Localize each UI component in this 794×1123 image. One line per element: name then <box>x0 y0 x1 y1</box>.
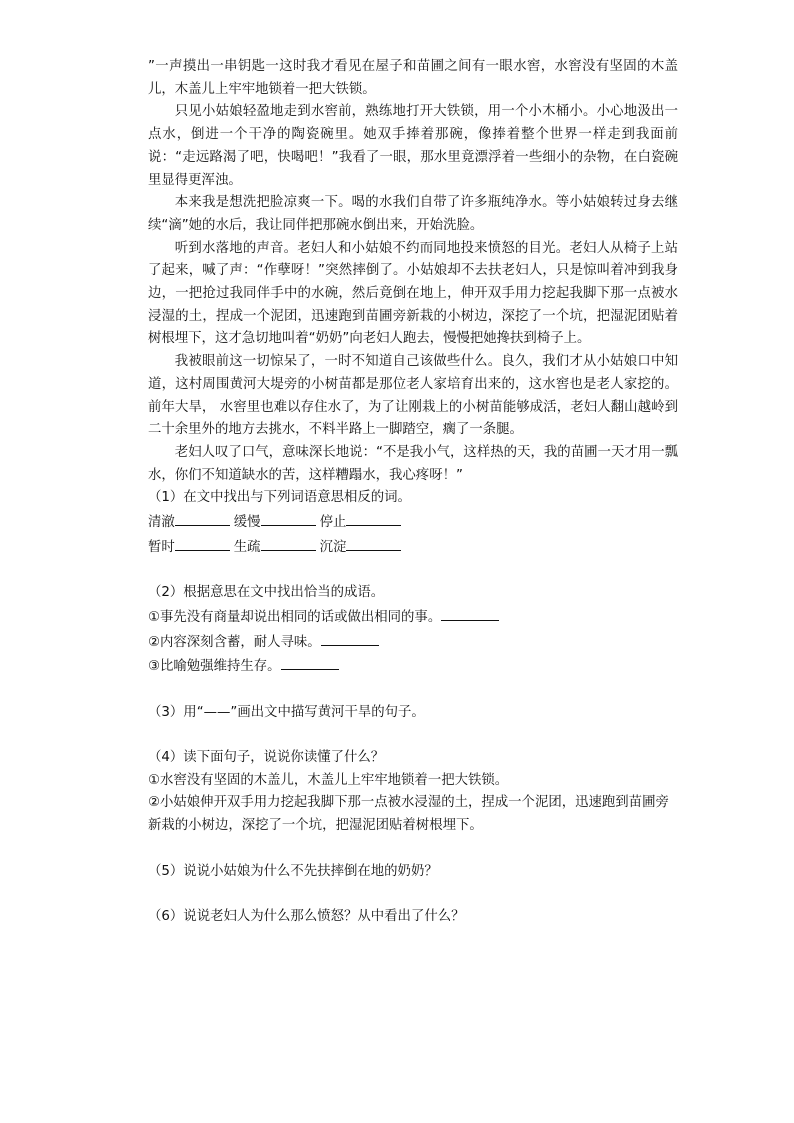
word-label: 缓慢 <box>233 515 261 531</box>
question-2-item-1 <box>148 605 678 630</box>
spacer <box>148 838 678 861</box>
question-3-prompt: （3）用“——”画出文中描写黄河干旱的句子。 <box>148 704 425 720</box>
question-2-item-2 <box>148 630 678 655</box>
passage-paragraph-2: 只见小姑娘轻盈地走到水窖前，熟练地打开大铁锁，用一个小木桶小。小心地汲出一点水，倒进一个干净的陶瓷碗里。她双手捧着那碗，像捧着整个世界一样走到我面前说：“走远路渴了吧，快喝吧！”我看了一眼，那水里竟漂浮着一些细小的杂物，在白瓷碗里显得更浑浊。 <box>148 104 678 188</box>
answer-blank[interactable] <box>261 535 316 551</box>
spacer <box>148 724 678 747</box>
item-text: ②内容深刻含蓄，耐人寻味。 <box>148 634 321 650</box>
answer-blank[interactable] <box>281 654 339 670</box>
word-label: 暂时 <box>148 539 175 555</box>
question-4-item-1: ①水窖没有坚固的木盖儿，木盖儿上牢牢地锁着一把大铁锁。 <box>148 772 509 788</box>
question-6-prompt: （6）说说老妇人为什么那么愤怒？从中看出了什么？ <box>148 908 465 924</box>
item-text: ①事先没有商量却说出相同的话或做出相同的事。 <box>148 609 442 625</box>
spacer <box>148 559 678 582</box>
question-1-row-2 <box>148 535 678 560</box>
answer-blank[interactable] <box>175 535 230 551</box>
item-text: ③比喻勉强维持生存。 <box>148 659 281 675</box>
question-5-prompt: （5）说说小姑娘为什么不先扶摔倒在地的奶奶？ <box>148 863 438 879</box>
question-2-item-3 <box>148 654 678 679</box>
question-2-prompt: （2）根据意思在文中找出恰当的成语。 <box>148 585 385 601</box>
word-label: 生疏 <box>233 539 261 555</box>
passage-paragraph-1: ”一声摸出一串钥匙一这时我才看见在屋子和苗圃之间有一眼水窖，水窖没有坚固的木盖儿，木盖儿上牢牢地锁着一把大铁锁。 <box>148 59 678 97</box>
answer-blank[interactable] <box>261 510 316 526</box>
passage-paragraph-4: 听到水落地的声音。老妇人和小姑娘不约而同地投来愤怒的目光。老妇人从椅子上站了起来，喊了声：“作孽呀！”突然摔倒了。小姑娘却不去扶老妇人，只是惊叫着冲到我身边，一把抢过我同伴手中的水碗，然后竟倒在地上，伸开双手用力挖起我脚下那一点被水浸湿的土，捏成一个泥团，迅速跑到苗圃旁新栽的小树边，深挖了一个坑，把湿泥团贴着树根埋下，这才急切地叫着“奶奶”向老妇人跑去，慢慢把她搀扶到椅子上。 <box>148 240 678 347</box>
answer-blank[interactable] <box>346 535 401 551</box>
spacer <box>148 679 678 702</box>
word-label: 清澈 <box>148 515 175 531</box>
answer-blank[interactable] <box>346 510 401 526</box>
word-label: 停止 <box>319 515 347 531</box>
passage-paragraph-6: 老妇人叹了口气，意味深长地说：“不是我小气，这样热的天，我的苗圃一天才用一瓢水，你们不知道缺水的苦，这样糟蹋水，我心疼呀！” <box>148 444 678 483</box>
spacer <box>148 883 678 906</box>
question-4-item-2: ②小姑娘伸开双手用力挖起我脚下那一点被水浸湿的土，捏成一个泥团，迅速跑到苗圃旁新栽的小树边，深挖了一个坑，把湿泥团贴着树根埋下。 <box>148 795 669 834</box>
question-1-row-1 <box>148 510 678 535</box>
answer-blank[interactable] <box>175 510 230 526</box>
answer-blank[interactable] <box>321 630 379 646</box>
passage-paragraph-3: 本来我是想洗把脸凉爽一下。喝的水我们自带了许多瓶纯净水。等小姑娘转过身去继续“滴”她的水后，我让同伴把那碗水倒出来，开始洗脸。 <box>148 195 678 233</box>
document-page <box>148 56 678 929</box>
answer-blank[interactable] <box>441 605 499 621</box>
question-1-prompt: （1）在文中找出与下列词语意思相反的词。 <box>148 490 411 506</box>
question-4-prompt: （4）读下面句子，说说你读懂了什么？ <box>148 750 385 766</box>
passage-paragraph-5: 我被眼前这一切惊呆了，一时不知道自己该做些什么。良久，我们才从小姑娘口中知道，这村周围黄河大堤旁的小树苗都是那位老人家培育出来的，这水窖也是老人家挖的。前年大旱， 水窖里也难以存住水了，为了让刚栽上的小树苗能够成活，老妇人翻山越岭到二十余里外的地方去挑水，不料半路上一脚踏空，瘸了一条腿。 <box>148 354 678 438</box>
word-label: 沉淀 <box>319 539 347 555</box>
